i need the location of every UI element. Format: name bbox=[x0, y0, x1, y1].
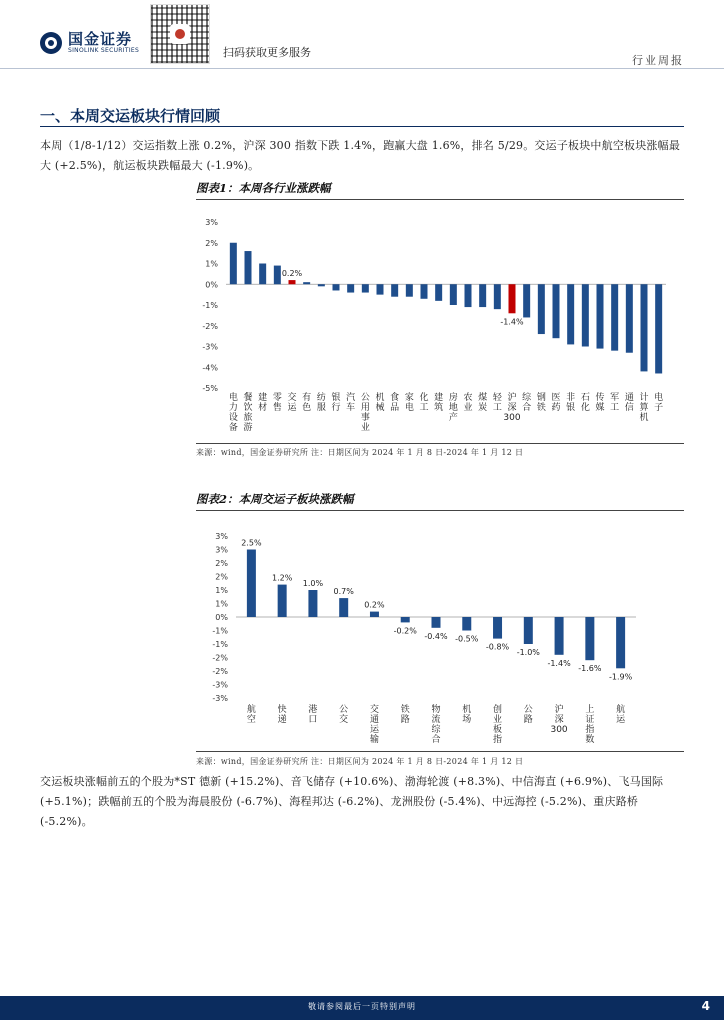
section-title: 一、本周交运板块行情回顾 bbox=[40, 107, 221, 125]
bar-物流综合 bbox=[432, 617, 441, 628]
y-tick-label: -1% bbox=[212, 640, 228, 649]
x-tick-label: 交通运输 bbox=[369, 705, 379, 745]
figure-1-top-rule bbox=[196, 199, 684, 200]
company-logo bbox=[40, 28, 139, 58]
y-tick-label: 0% bbox=[205, 280, 218, 290]
bar-沪深300 bbox=[509, 284, 516, 313]
x-tick-label: 综合 bbox=[522, 393, 532, 413]
x-tick-label: 公路 bbox=[523, 705, 533, 725]
x-tick-label: 轻工 bbox=[492, 393, 502, 413]
bar-零售 bbox=[274, 266, 281, 285]
y-tick-label: -3% bbox=[202, 342, 218, 352]
x-tick-label: 房地产 bbox=[448, 393, 458, 423]
x-tick-label: 石化 bbox=[580, 393, 590, 413]
qr-caption: 扫码获取更多服务 bbox=[223, 46, 311, 59]
bar-石化 bbox=[582, 284, 589, 346]
bar-电子 bbox=[655, 284, 662, 373]
bar-计算机 bbox=[641, 284, 648, 371]
data-label: -1.4% bbox=[547, 658, 571, 668]
figure-2-source: 来源：wind，国金证券研究所 注：日期区间为 2024 年 1 月 8 日-2024 年 1 月 12 日 bbox=[196, 757, 524, 766]
x-tick-label: 公用事业 bbox=[360, 393, 370, 433]
bar-综合 bbox=[523, 284, 530, 317]
x-tick-label: 零售 bbox=[272, 393, 282, 413]
bar-医药 bbox=[553, 284, 560, 338]
x-tick-label: 化工 bbox=[419, 393, 429, 413]
x-tick-label: 创业板指 bbox=[493, 705, 503, 745]
figure-1-bottom-rule bbox=[196, 443, 684, 444]
x-tick-label: 航空 bbox=[246, 705, 256, 725]
stock-movers-paragraph: 交运板块涨幅前五的个股为*ST 德新 (+15.2%)、音飞储存 (+10.6%)、渤海轮渡 (+8.3%)、中信海直 (+6.9%)、飞马国际 (+5.1%)；跌幅前五的个股为海晨股份 (-6.7%)、海程邦达 (-6.2%)、龙洲股份 (-5.4%)、中远海控 (-5.2%)、重庆路桥 (-5.2%)。 bbox=[40, 775, 664, 828]
logo-mark-icon bbox=[40, 32, 62, 54]
bar-航空 bbox=[247, 550, 256, 618]
page-number: 4 bbox=[701, 999, 710, 1013]
data-label: -1.6% bbox=[578, 664, 602, 674]
y-tick-label: -1% bbox=[212, 626, 228, 636]
bar-电力设备 bbox=[230, 243, 237, 285]
data-label: -0.4% bbox=[424, 631, 448, 641]
data-label: -1.9% bbox=[609, 672, 633, 682]
data-label: 0.2% bbox=[281, 269, 303, 279]
bar-化工 bbox=[421, 284, 428, 299]
y-tick-label: -3% bbox=[212, 694, 228, 703]
x-tick-label: 通信 bbox=[624, 393, 634, 413]
bar-煤炭 bbox=[479, 284, 486, 307]
bar-钢铁 bbox=[538, 284, 545, 334]
bar-有色 bbox=[303, 282, 310, 284]
x-tick-label: 有色 bbox=[302, 393, 312, 413]
bar-房地产 bbox=[450, 284, 457, 305]
x-tick-label: 电力设备 bbox=[228, 393, 238, 433]
bar-建材 bbox=[259, 264, 266, 285]
x-tick-label: 农业 bbox=[463, 393, 473, 413]
bar-传媒 bbox=[597, 284, 604, 348]
data-label: 0.7% bbox=[333, 587, 354, 597]
bar-农业 bbox=[465, 284, 472, 307]
bar-交运 bbox=[289, 280, 296, 284]
logo-text-en: SINOLINK SECURITIES bbox=[68, 47, 140, 54]
figure-1-source: 来源：wind，国金证券研究所 注：日期区间为 2024 年 1 月 8 日-2024 年 1 月 12 日 bbox=[196, 448, 524, 457]
x-tick-label: 军工 bbox=[610, 393, 620, 413]
x-tick-label: 食品 bbox=[390, 393, 400, 413]
data-label: -1.0% bbox=[516, 648, 540, 657]
x-tick-label: 传媒 bbox=[595, 393, 605, 413]
x-tick-label: 计算机 bbox=[639, 393, 649, 423]
figure-2-bottom-rule bbox=[196, 751, 684, 752]
bar-机场 bbox=[462, 617, 471, 631]
data-label: 1.0% bbox=[302, 579, 324, 588]
figure-2-title: 图表2：本周交运子板块涨跌幅 bbox=[196, 492, 354, 506]
data-label: -0.8% bbox=[485, 642, 510, 652]
transport-subsector-chart bbox=[196, 514, 684, 750]
data-label: 2.5% bbox=[241, 538, 262, 548]
bar-家电 bbox=[406, 284, 413, 296]
bar-餐饮旅游 bbox=[245, 251, 252, 284]
bar-银行 bbox=[333, 284, 340, 290]
y-tick-label: 1% bbox=[205, 259, 218, 269]
x-tick-label: 煤炭 bbox=[478, 393, 488, 413]
x-tick-label: 物流综合 bbox=[431, 705, 441, 745]
x-tick-label: 医药 bbox=[551, 393, 561, 413]
bar-机械 bbox=[377, 284, 384, 294]
industry-change-chart bbox=[196, 202, 684, 442]
y-tick-label: 1% bbox=[215, 599, 228, 609]
x-tick-label: 非银 bbox=[566, 393, 576, 413]
x-tick-label: 银行 bbox=[331, 393, 341, 413]
x-tick-label: 纺服 bbox=[316, 393, 326, 413]
x-tick-label: 钢铁 bbox=[536, 393, 546, 413]
y-tick-label: 2% bbox=[215, 572, 228, 582]
y-tick-label: 2% bbox=[205, 238, 218, 248]
y-tick-label: -3% bbox=[212, 680, 228, 690]
x-tick-label: 机场 bbox=[462, 705, 472, 725]
x-tick-label: 家电 bbox=[404, 393, 414, 413]
bar-公交 bbox=[339, 598, 348, 617]
x-tick-label: 建材 bbox=[258, 393, 268, 413]
y-tick-label: 3% bbox=[215, 532, 228, 541]
section-divider bbox=[40, 126, 684, 127]
y-tick-label: -4% bbox=[202, 363, 218, 373]
summary-paragraph: 本周（1/8-1/12）交运指数上涨 0.2%，沪深 300 指数下跌 1.4%，跑赢大盘 1.6%，排名 5/29。交运子板块中航空板块涨幅最大 (+2.5%)，航运板块跌幅最大 (-1.9%)。 bbox=[40, 139, 681, 172]
x-tick-label: 港口 bbox=[308, 705, 318, 725]
x-tick-label: 上证指数 bbox=[585, 705, 595, 745]
qr-code-icon[interactable] bbox=[150, 4, 210, 64]
x-tick-label: 航运 bbox=[616, 705, 626, 725]
report-type-label: 行业周报 bbox=[632, 54, 684, 67]
bar-汽车 bbox=[347, 284, 354, 292]
header-divider bbox=[0, 68, 724, 69]
bar-军工 bbox=[611, 284, 618, 350]
bar-食品 bbox=[391, 284, 398, 296]
x-tick-label: 餐饮旅游 bbox=[243, 393, 253, 433]
data-label: -1.4% bbox=[500, 317, 524, 327]
y-tick-label: 3% bbox=[205, 218, 218, 227]
bar-交通运输 bbox=[370, 612, 379, 617]
data-label: 0.2% bbox=[364, 600, 385, 610]
bar-纺服 bbox=[318, 284, 325, 286]
y-tick-label: 1% bbox=[215, 586, 228, 595]
x-tick-label: 电子 bbox=[654, 393, 664, 413]
y-tick-label: -2% bbox=[212, 667, 228, 676]
figure-1-title: 图表1：本周各行业涨跌幅 bbox=[196, 181, 331, 195]
x-tick-label: 汽车 bbox=[346, 393, 356, 413]
x-tick-label: 沪深 300 bbox=[550, 705, 568, 735]
figure-2-top-rule bbox=[196, 510, 684, 511]
y-tick-label: 0% bbox=[215, 613, 228, 622]
footer-disclaimer: 敬请参阅最后一页特别声明 bbox=[308, 1002, 416, 1011]
bar-非银 bbox=[567, 284, 574, 344]
x-tick-label: 建筑 bbox=[434, 393, 444, 413]
y-tick-label: -2% bbox=[202, 321, 218, 331]
bar-通信 bbox=[626, 284, 633, 352]
bar-公用事业 bbox=[362, 284, 369, 292]
x-tick-label: 交运 bbox=[287, 393, 297, 413]
x-tick-label: 沪深 300 bbox=[503, 393, 521, 423]
y-tick-label: -2% bbox=[212, 653, 228, 663]
bar-轻工 bbox=[494, 284, 501, 309]
bar-铁路 bbox=[401, 617, 410, 622]
data-label: 1.2% bbox=[271, 573, 293, 583]
x-tick-label: 机械 bbox=[375, 393, 385, 413]
y-tick-label: -1% bbox=[202, 301, 218, 310]
x-tick-label: 铁路 bbox=[400, 705, 410, 725]
bar-沪深300 bbox=[555, 617, 564, 655]
bar-快递 bbox=[278, 585, 287, 617]
bar-建筑 bbox=[435, 284, 442, 301]
x-tick-label: 公交 bbox=[339, 705, 349, 725]
bar-上证指数 bbox=[585, 617, 594, 660]
bar-创业板指 bbox=[493, 617, 502, 639]
bar-航运 bbox=[616, 617, 625, 668]
logo-text-cn: 国金证券 bbox=[68, 30, 133, 48]
data-label: -0.5% bbox=[455, 634, 479, 644]
bar-港口 bbox=[308, 590, 317, 617]
y-tick-label: -5% bbox=[202, 384, 218, 393]
data-label: -0.2% bbox=[393, 626, 417, 636]
bar-公路 bbox=[524, 617, 533, 644]
x-tick-label: 快递 bbox=[277, 705, 287, 725]
y-tick-label: 2% bbox=[215, 559, 228, 568]
y-tick-label: 3% bbox=[215, 545, 228, 555]
